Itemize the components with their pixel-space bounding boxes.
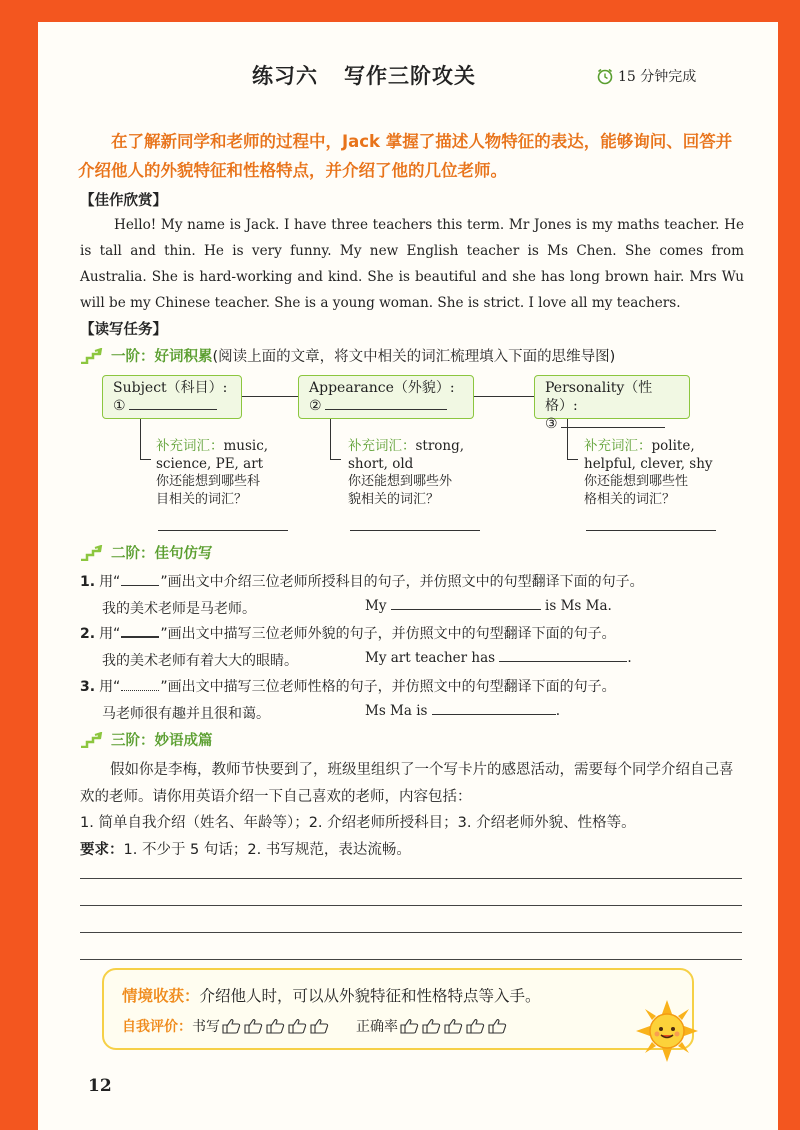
timer-text: 15 分钟完成 — [618, 69, 697, 85]
thumbs-up-icon[interactable] — [422, 1018, 442, 1034]
step2-label: 二阶：佳句仿写 — [111, 546, 213, 562]
question-3: 3. 用“ ”画出文中描写三位老师性格的句子，并仿照文中的句型翻译下面的句子。 — [80, 679, 616, 695]
timer — [596, 66, 696, 86]
intro-text: 在了解新同学和老师的过程中，Jack 掌握了描述人物特征的表达，能够询问、回答并介绍他人的外貌特征和性格特点，并介绍了他的几位老师。 — [78, 132, 733, 180]
thumbs-up-icon[interactable] — [400, 1018, 420, 1034]
supplement-words-subject: 补充词汇：music, science, PE, art 你还能想到哪些科 目相关的词汇？ — [156, 438, 269, 507]
supplement-words-appearance: 补充词汇：strong, short, old 你还能想到哪些外 貌相关的词汇？ — [348, 438, 465, 507]
underline-mark-wavy — [121, 690, 159, 691]
model-passage: Hello! My name is Jack. I have three teachers this term. Mr Jones is my maths teacher. He is tall and thin. He is very funny. My new English teacher is Ms Chen. She comes from Australia. She is hard-working and kind. She is beautiful and she has long brown hair. Mrs Wu will be my Chinese teacher. She is a young woman. She is strict. I love all my teachers. — [80, 217, 744, 311]
box-title: Personality（性格）: — [545, 380, 653, 414]
writing-line[interactable] — [80, 878, 742, 879]
question-2: 2. 用“ ”画出文中描写三位老师外貌的句子，并仿照文中的句型翻译下面的句子。 — [80, 626, 616, 642]
bracket-line — [140, 419, 151, 460]
answer-line[interactable] — [158, 530, 288, 531]
connector-line — [474, 396, 534, 397]
answer-blank[interactable] — [325, 409, 447, 410]
title-part-b: 写作三阶攻关 — [344, 64, 476, 88]
mindmap-box-appearance — [298, 375, 474, 419]
step3-label: 三阶：妙语成篇 — [111, 733, 213, 749]
answer-blank[interactable] — [391, 609, 541, 610]
page-title — [252, 60, 476, 90]
writing-label: 书写 — [192, 1019, 220, 1035]
page-number: 12 — [88, 1076, 112, 1096]
step1-label: 一阶：好词积累 — [111, 349, 213, 365]
thumbs-up-icon[interactable] — [266, 1018, 286, 1034]
underline-mark-double — [121, 636, 159, 638]
step2-heading — [80, 542, 213, 563]
question-1: 1. 用“ ”画出文中介绍三位老师所授科目的句子，并仿照文中的句型翻译下面的句子。 — [80, 574, 644, 590]
writing-line[interactable] — [80, 932, 742, 933]
step3-heading — [80, 729, 213, 750]
box-number: ② — [309, 398, 322, 414]
gain-label: 情境收获： — [122, 987, 200, 1005]
thumbs-up-icon[interactable] — [310, 1018, 330, 1034]
answer-blank[interactable] — [432, 714, 556, 715]
accuracy-rating[interactable] — [400, 1018, 508, 1034]
thumbs-up-icon[interactable] — [222, 1018, 242, 1034]
title-part-a: 练习六 — [252, 64, 318, 88]
answer-blank[interactable] — [129, 409, 217, 410]
underline-mark-straight — [121, 585, 159, 586]
thumbs-up-icon[interactable] — [244, 1018, 264, 1034]
writing-rating[interactable] — [222, 1018, 330, 1034]
writing-task: 假如你是李梅，教师节快要到了，班级里组织了一个写卡片的感恩活动，需要每个同学介绍自己喜欢的老师。请你用英语介绍一下自己喜欢的老师，内容包括： 1. 简单自我介绍（姓名、年龄等）；2. 介绍老师所授科目；3. 介绍老师外貌、性格等。 要求：1. 不少于 5 句话；2. 书写规范，表达流畅。 — [80, 762, 734, 858]
bracket-line — [330, 419, 341, 460]
mindmap-box-personality — [534, 375, 690, 432]
mindmap-box-subject — [102, 375, 242, 419]
accuracy-label: 正确率 — [356, 1019, 398, 1035]
box-title: Subject（科目）: — [113, 380, 228, 396]
writing-line[interactable] — [80, 905, 742, 906]
tasks-heading: 【读写任务】 — [80, 322, 167, 338]
sun-mascot-icon — [634, 998, 700, 1064]
summary-box — [102, 968, 694, 1050]
box-number: ① — [113, 398, 126, 414]
eval-label: 自我评价： — [122, 1019, 192, 1035]
stairs-arrow-icon — [80, 348, 106, 364]
appreciation-heading: 【佳作欣赏】 — [80, 193, 167, 209]
answer-line[interactable] — [586, 530, 716, 531]
thumbs-up-icon[interactable] — [288, 1018, 308, 1034]
answer-blank[interactable] — [499, 661, 627, 662]
box-number: ③ — [545, 416, 558, 432]
bracket-line — [567, 419, 578, 460]
connector-line — [242, 396, 298, 397]
answer-line[interactable] — [350, 530, 480, 531]
step1-desc: (阅读上面的文章，将文中相关的词汇梳理填入下面的思维导图) — [212, 349, 616, 365]
stairs-arrow-icon — [80, 732, 106, 748]
alarm-clock-icon — [596, 67, 614, 85]
step1-heading — [80, 345, 615, 366]
thumbs-up-icon[interactable] — [466, 1018, 486, 1034]
gain-text: 介绍他人时，可以从外貌特征和性格特点等入手。 — [199, 987, 541, 1005]
writing-line[interactable] — [80, 959, 742, 960]
box-title: Appearance（外貌）: — [309, 380, 455, 396]
thumbs-up-icon[interactable] — [488, 1018, 508, 1034]
supplement-words-personality: 补充词汇：polite, helpful, clever, shy 你还能想到哪些性 格相关的词汇？ — [584, 438, 713, 507]
stairs-arrow-icon — [80, 545, 106, 561]
thumbs-up-icon[interactable] — [444, 1018, 464, 1034]
